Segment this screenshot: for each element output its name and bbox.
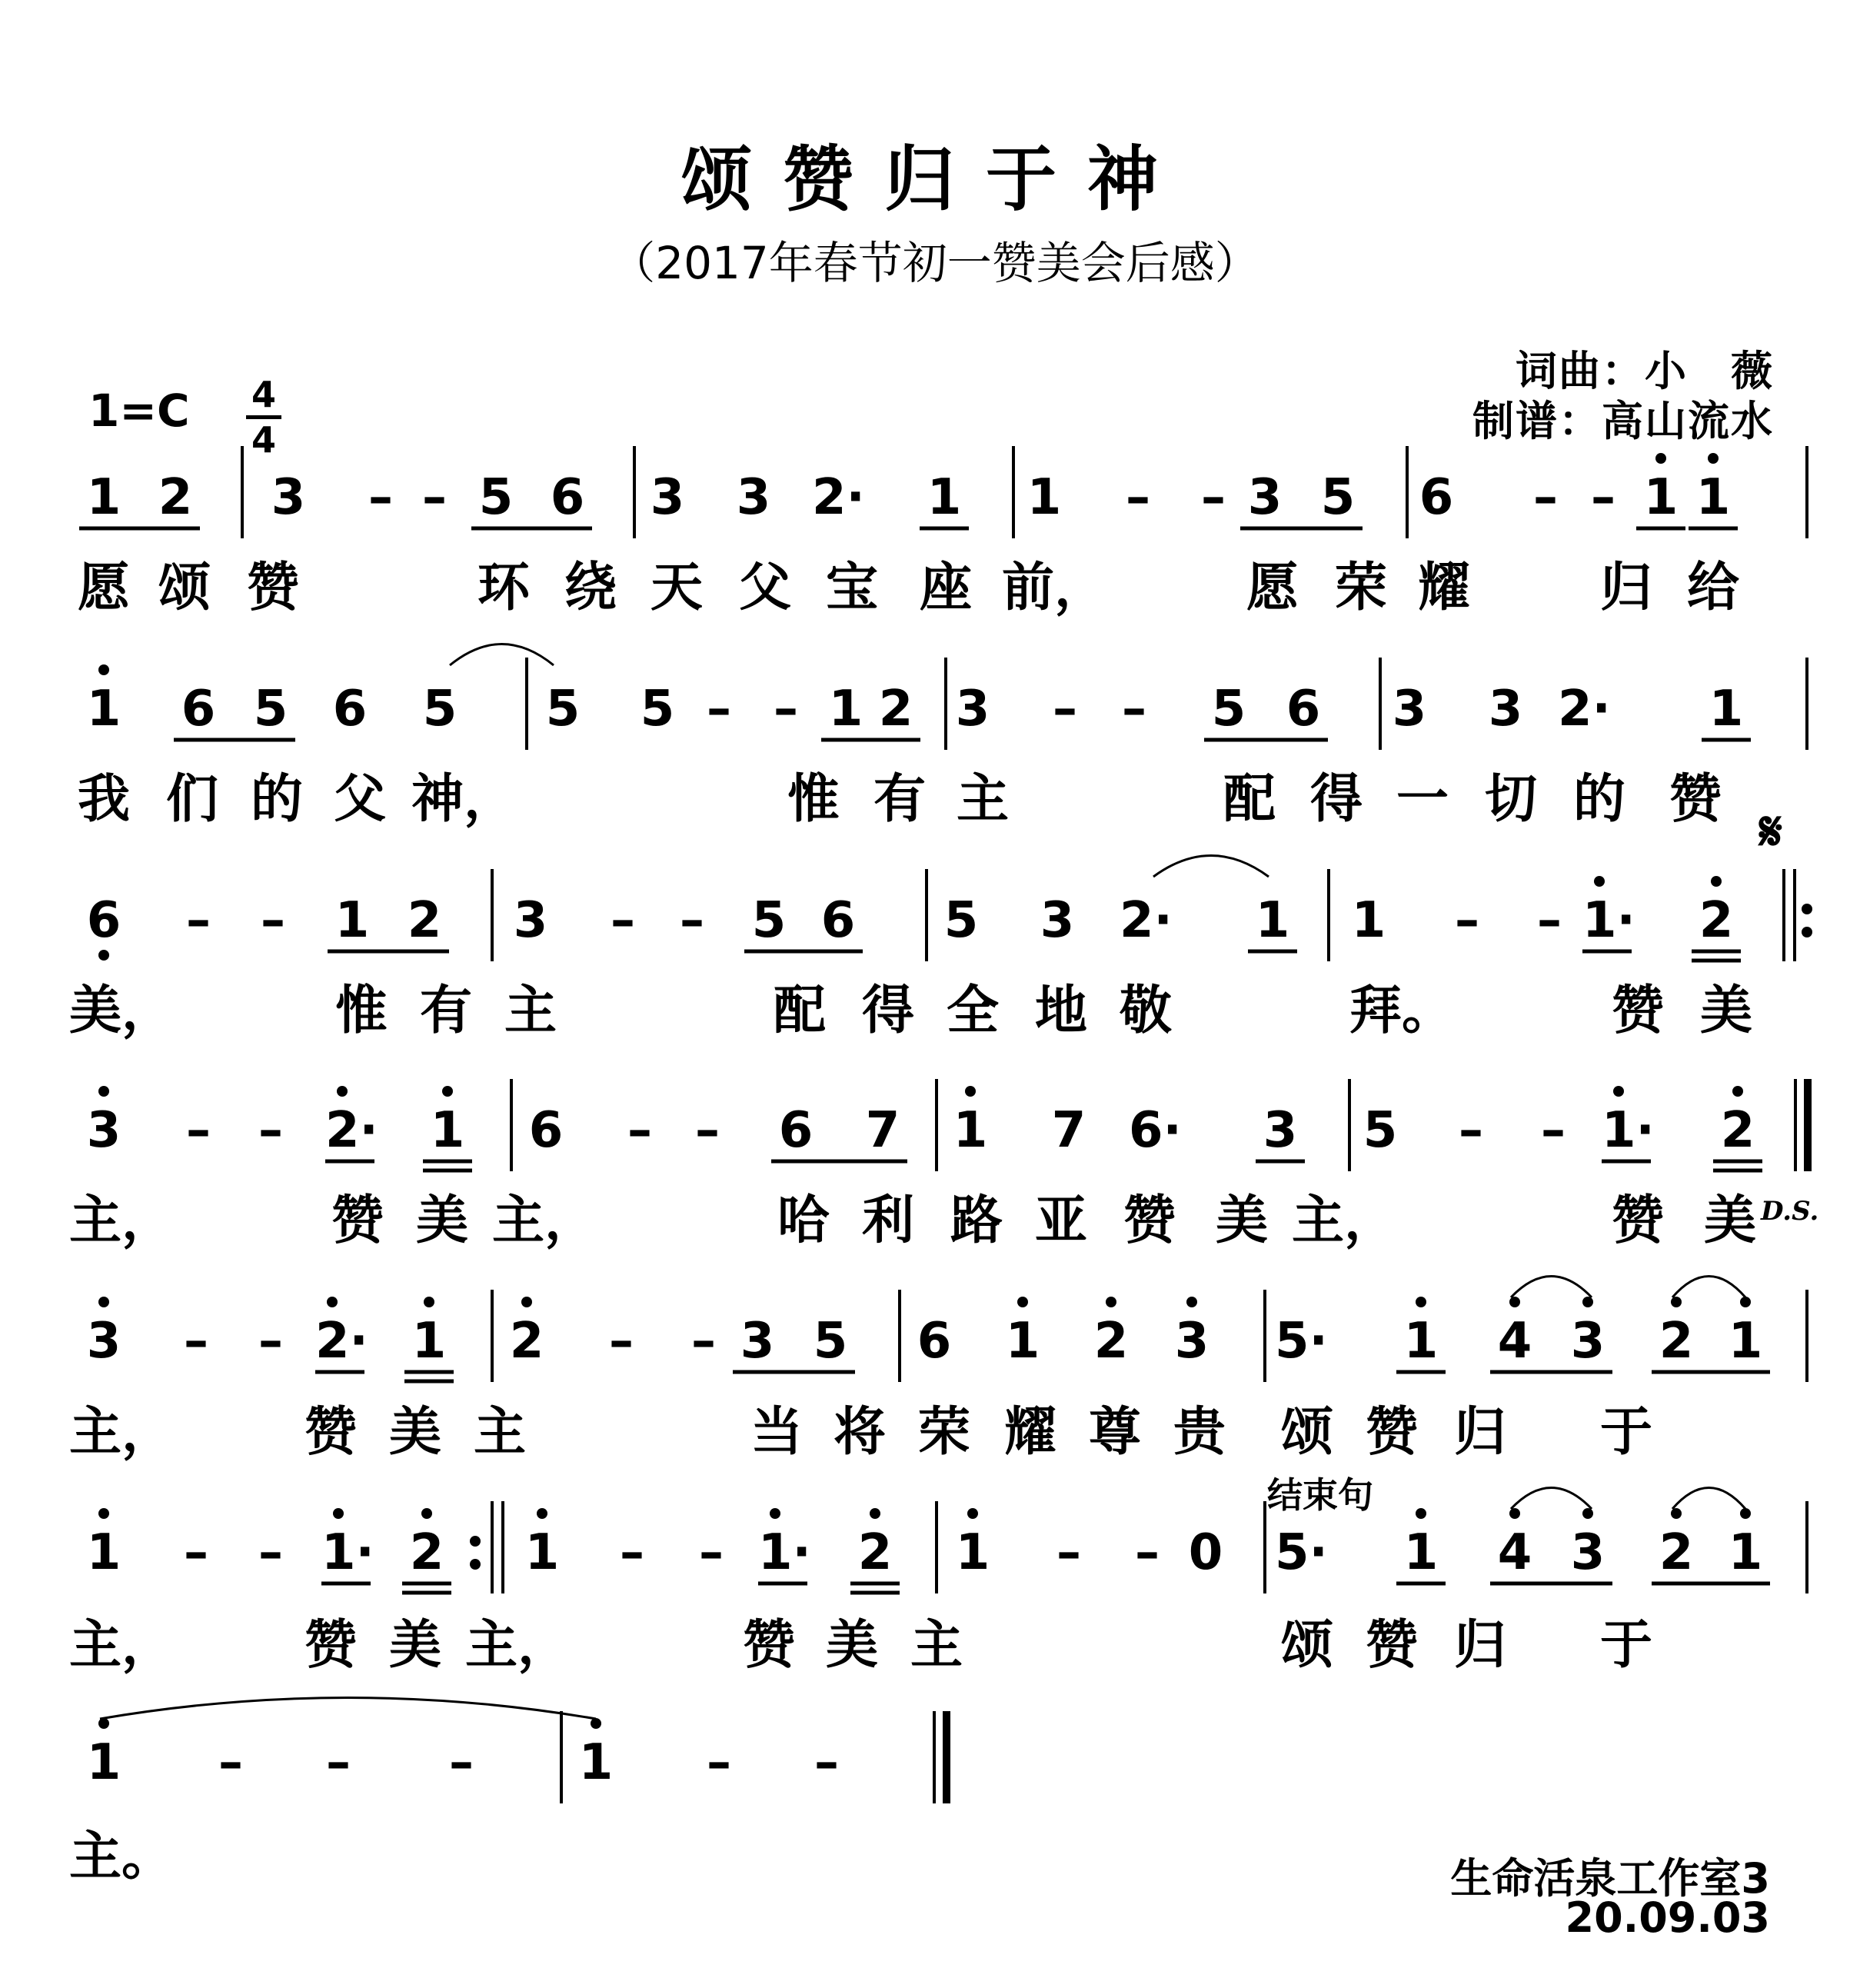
lyric-char: 尊 xyxy=(1088,1402,1141,1463)
footer-studio: 生命活泉工作室3 xyxy=(1450,1854,1770,1903)
high-octave-dot xyxy=(98,1508,109,1519)
lyric-char: 归 xyxy=(1453,1402,1506,1463)
dash-note: – xyxy=(680,892,704,949)
high-octave-dot xyxy=(967,1508,978,1519)
lyric-char: 我 xyxy=(77,769,130,830)
note: 1 xyxy=(1695,469,1731,526)
high-octave-dot xyxy=(1416,1297,1426,1307)
lyric-char: 美 xyxy=(415,1190,468,1251)
high-octave-dot xyxy=(337,1086,348,1097)
lyric-char: 主， xyxy=(465,1615,571,1676)
note: 5 xyxy=(943,892,979,949)
note: 1 xyxy=(411,1313,447,1370)
note: 1 xyxy=(430,1102,465,1159)
note: 1 xyxy=(1643,469,1679,526)
note: 6 xyxy=(332,681,368,738)
repeat-dot xyxy=(470,1536,481,1547)
lyric-char: 主。 xyxy=(69,1826,175,1887)
note: 2 xyxy=(509,1313,544,1370)
lyric-char: 美 xyxy=(388,1615,441,1676)
note: 3 xyxy=(1247,469,1283,526)
note: 1 xyxy=(86,469,121,526)
note: 5· xyxy=(1275,1313,1328,1370)
lyric-char: 颂 xyxy=(1280,1615,1333,1676)
high-octave-dot xyxy=(521,1297,532,1307)
song-title: 颂赞归于神 xyxy=(680,138,1189,221)
note: 3 xyxy=(513,892,548,949)
dash-note: – xyxy=(186,1102,211,1159)
note: 3 xyxy=(740,1313,775,1370)
dash-note: – xyxy=(1459,1102,1483,1159)
note: 2· xyxy=(325,1102,378,1159)
dash-note: – xyxy=(1122,681,1146,738)
song-subtitle: （2017年春节初一赞美会后感） xyxy=(611,237,1259,289)
high-octave-dot xyxy=(1186,1297,1197,1307)
note: 1· xyxy=(1582,892,1635,949)
high-octave-dot xyxy=(442,1086,453,1097)
high-octave-dot xyxy=(965,1086,976,1097)
lyric-char: 归 xyxy=(1453,1615,1506,1676)
note: 6 xyxy=(1286,681,1321,738)
note: 6 xyxy=(1419,469,1454,526)
dash-note: – xyxy=(620,1524,644,1581)
note: 6· xyxy=(1129,1102,1182,1159)
dash-note: – xyxy=(1126,469,1150,526)
lyric-char: 赞 xyxy=(1123,1190,1176,1251)
note: 1· xyxy=(321,1524,374,1581)
note: 3 xyxy=(955,681,990,738)
high-octave-dot xyxy=(1732,1086,1743,1097)
tie-slur xyxy=(1511,1277,1592,1298)
lyric-char: 耀 xyxy=(1003,1402,1056,1463)
lyric-char: 主， xyxy=(69,1190,175,1251)
dash-note: – xyxy=(699,1524,724,1581)
dash-note: – xyxy=(1533,469,1558,526)
note: 6 xyxy=(86,892,121,949)
tie-slur xyxy=(1511,1488,1592,1510)
note: 5· xyxy=(1275,1524,1328,1581)
high-octave-dot xyxy=(1671,1508,1682,1519)
note: 2 xyxy=(409,1524,444,1581)
note: 6 xyxy=(917,1313,952,1370)
lyric-char: 赞 xyxy=(1365,1615,1418,1676)
note: 1 xyxy=(578,1734,614,1791)
note: 6 xyxy=(778,1102,814,1159)
lyric-char: 赞 xyxy=(742,1615,795,1676)
footer-date: 20.09.03 xyxy=(1565,1893,1770,1942)
note: 2 xyxy=(1093,1313,1129,1370)
lyric-char: 神， xyxy=(411,769,517,830)
dash-note: – xyxy=(1135,1524,1160,1581)
note: 3 xyxy=(650,469,685,526)
high-octave-dot xyxy=(424,1297,434,1307)
note: 2· xyxy=(812,469,865,526)
time-signature-top: 4 xyxy=(251,374,276,415)
dash-note: – xyxy=(1591,469,1615,526)
dash-note: – xyxy=(1056,1524,1081,1581)
lyric-char: 惟 xyxy=(334,981,388,1041)
high-octave-dot xyxy=(327,1297,338,1307)
lyric-char: 配 xyxy=(1223,769,1276,830)
lyric-char: 赞 xyxy=(331,1190,384,1251)
note: 3 xyxy=(86,1313,121,1370)
note: 0 xyxy=(1188,1524,1223,1581)
dash-note: – xyxy=(368,469,393,526)
note: 7 xyxy=(865,1102,900,1159)
note: 1 xyxy=(1728,1524,1763,1581)
note: 1 xyxy=(828,681,863,738)
note: 1 xyxy=(1255,892,1290,949)
high-octave-dot xyxy=(1509,1508,1520,1519)
lyric-char: 得 xyxy=(861,981,914,1041)
note: 1 xyxy=(1027,469,1062,526)
lyric-char: 赞 xyxy=(304,1615,357,1676)
dash-note: – xyxy=(609,1313,634,1370)
lyric-char: 们 xyxy=(165,769,218,830)
note: 5 xyxy=(422,681,458,738)
repeat-dot xyxy=(1802,927,1812,937)
note: 5 xyxy=(1363,1102,1398,1159)
notation-credit: 制谱：高山流水 xyxy=(1472,397,1774,445)
note: 1 xyxy=(86,1734,121,1791)
note: 1 xyxy=(1709,681,1744,738)
high-octave-dot xyxy=(1582,1297,1593,1307)
high-octave-dot xyxy=(1708,453,1719,464)
lyric-char: 有 xyxy=(419,981,472,1041)
high-octave-dot xyxy=(1594,876,1605,887)
high-octave-dot xyxy=(98,1297,109,1307)
key-signature: 1=C xyxy=(88,385,190,437)
high-octave-dot xyxy=(591,1718,601,1729)
ending-label: 结束句 xyxy=(1267,1474,1373,1516)
note: 2· xyxy=(1558,681,1611,738)
lyric-char: 赞 xyxy=(1611,1190,1664,1251)
lyric-char: 于 xyxy=(1599,1402,1652,1463)
lyric-char: 给 xyxy=(1686,558,1739,618)
lyric-char: 贵 xyxy=(1173,1402,1226,1463)
note: 2 xyxy=(1720,1102,1755,1159)
note: 3 xyxy=(1040,892,1075,949)
lyric-char: 赞 xyxy=(1365,1402,1418,1463)
high-octave-dot xyxy=(1671,1297,1682,1307)
high-octave-dot xyxy=(98,664,109,675)
dash-note: – xyxy=(326,1734,351,1791)
high-octave-dot xyxy=(421,1508,432,1519)
dash-note: – xyxy=(449,1734,474,1791)
note: 1 xyxy=(1403,1313,1439,1370)
dash-note: – xyxy=(258,1313,283,1370)
dash-note: – xyxy=(707,681,731,738)
note: 2 xyxy=(857,1524,893,1581)
lyric-char: 美， xyxy=(69,981,175,1041)
lyric-char: 赞 xyxy=(1669,769,1722,830)
high-octave-dot xyxy=(1582,1508,1593,1519)
dash-note: – xyxy=(611,892,635,949)
lyric-char: 绕 xyxy=(564,558,617,618)
high-octave-dot xyxy=(1416,1508,1426,1519)
note: 2 xyxy=(158,469,193,526)
high-octave-dot xyxy=(1740,1508,1751,1519)
lyric-char: 主， xyxy=(1292,1190,1397,1251)
note: 5 xyxy=(751,892,787,949)
high-octave-dot xyxy=(1613,1086,1624,1097)
tie-slur xyxy=(100,1698,596,1720)
high-octave-dot xyxy=(1017,1297,1028,1307)
lyric-char: 利 xyxy=(861,1190,914,1251)
note: 1 xyxy=(524,1524,560,1581)
lyric-char: 美 xyxy=(388,1402,441,1463)
dash-note: – xyxy=(1541,1102,1566,1159)
dash-note: – xyxy=(1455,892,1479,949)
lyric-char: 归 xyxy=(1599,558,1652,618)
note: 6 xyxy=(181,681,216,738)
note: 4 xyxy=(1497,1524,1532,1581)
note: 6 xyxy=(550,469,585,526)
ds-mark: D.S. xyxy=(1761,1196,1819,1227)
high-octave-dot xyxy=(770,1508,780,1519)
note: 1 xyxy=(1403,1524,1439,1581)
note: 3 xyxy=(86,1102,121,1159)
tie-slur xyxy=(1153,856,1269,877)
high-octave-dot xyxy=(1106,1297,1116,1307)
lyric-char: 赞 xyxy=(1611,981,1664,1041)
note: 2 xyxy=(1699,892,1734,949)
note: 4 xyxy=(1497,1313,1532,1370)
lyric-char: 父 xyxy=(738,558,791,618)
note: 3 xyxy=(1263,1102,1298,1159)
lyric-char: 美 xyxy=(1699,981,1752,1041)
lyric-char: 的 xyxy=(1572,769,1625,830)
lyric-char: 主， xyxy=(69,1402,175,1463)
note: 1· xyxy=(1602,1102,1655,1159)
lyric-char: 座 xyxy=(919,558,972,618)
lyric-char: 哈 xyxy=(777,1190,830,1251)
tie-slur xyxy=(450,644,554,666)
note: 3 xyxy=(1570,1313,1605,1370)
high-octave-dot xyxy=(537,1508,547,1519)
lyric-char: 路 xyxy=(950,1190,1003,1251)
note: 6 xyxy=(528,1102,564,1159)
note: 2 xyxy=(1659,1524,1694,1581)
lyric-char: 全 xyxy=(946,981,999,1041)
note: 2 xyxy=(878,681,913,738)
note: 1· xyxy=(758,1524,811,1581)
note: 3 xyxy=(271,469,306,526)
segno-mark: 𝄋 xyxy=(1759,800,1783,863)
repeat-dot xyxy=(1802,904,1812,914)
dash-note: – xyxy=(258,1524,283,1581)
lyric-char: 荣 xyxy=(917,1402,970,1463)
repeat-dot xyxy=(470,1559,481,1570)
dash-note: – xyxy=(184,1524,208,1581)
dash-note: – xyxy=(695,1102,720,1159)
note: 1 xyxy=(953,1102,988,1159)
tie-slur xyxy=(1672,1488,1745,1510)
dash-note: – xyxy=(1201,469,1226,526)
tie-slur xyxy=(1672,1277,1745,1298)
dash-note: – xyxy=(258,1102,283,1159)
lyric-char: 颂 xyxy=(158,558,211,618)
lyric-char: 美 xyxy=(1215,1190,1268,1251)
note: 5 xyxy=(545,681,581,738)
dash-note: – xyxy=(186,892,211,949)
lyric-char: 颂 xyxy=(1280,1402,1333,1463)
note: 1 xyxy=(927,469,962,526)
lyric-char: 亚 xyxy=(1034,1190,1087,1251)
note: 2 xyxy=(407,892,442,949)
note: 3 xyxy=(1174,1313,1210,1370)
dash-note: – xyxy=(1053,681,1077,738)
lyric-char: 于 xyxy=(1599,1615,1652,1676)
note: 2 xyxy=(1659,1313,1694,1370)
note: 3 xyxy=(736,469,771,526)
note: 3 xyxy=(1488,681,1523,738)
lyric-char: 主， xyxy=(69,1615,175,1676)
dash-note: – xyxy=(707,1734,731,1791)
lyric-char: 拜。 xyxy=(1349,981,1455,1041)
note: 1 xyxy=(86,1524,121,1581)
lyric-char: 配 xyxy=(773,981,826,1041)
note: 5 xyxy=(640,681,675,738)
dash-note: – xyxy=(184,1313,208,1370)
lyric-char: 天 xyxy=(650,558,703,618)
high-octave-dot xyxy=(870,1508,880,1519)
lyric-char: 得 xyxy=(1309,769,1363,830)
dash-note: – xyxy=(261,892,285,949)
dash-note: – xyxy=(774,681,798,738)
high-octave-dot xyxy=(1740,1297,1751,1307)
low-octave-dot xyxy=(98,950,109,961)
lyric-char: 前， xyxy=(1002,558,1107,618)
high-octave-dot xyxy=(1655,453,1666,464)
note: 5 xyxy=(1211,681,1246,738)
note: 2· xyxy=(315,1313,368,1370)
note: 7 xyxy=(1051,1102,1086,1159)
lyric-char: 环 xyxy=(477,558,530,618)
lyric-char: 耀 xyxy=(1417,558,1470,618)
note: 5 xyxy=(253,681,288,738)
note: 1 xyxy=(955,1524,990,1581)
dash-note: – xyxy=(691,1313,716,1370)
lyric-char: 主 xyxy=(473,1402,526,1463)
lyric-char: 敬 xyxy=(1119,981,1172,1041)
lyric-char: 赞 xyxy=(304,1402,357,1463)
note: 3 xyxy=(1392,681,1427,738)
lyric-char: 赞 xyxy=(246,558,299,618)
note: 5 xyxy=(478,469,514,526)
lyric-char: 一 xyxy=(1396,769,1449,830)
dash-note: – xyxy=(218,1734,243,1791)
note: 1 xyxy=(1351,892,1386,949)
note: 3 xyxy=(1570,1524,1605,1581)
lyric-char: 荣 xyxy=(1334,558,1387,618)
note: 1 xyxy=(1005,1313,1040,1370)
lyric-char: 主 xyxy=(504,981,557,1041)
lyric-char: 将 xyxy=(833,1402,886,1463)
note: 1 xyxy=(334,892,370,949)
lyric-char: 愿 xyxy=(1246,558,1299,618)
dash-note: – xyxy=(422,469,447,526)
dash-note: – xyxy=(1537,892,1562,949)
time-signature-bottom: 4 xyxy=(251,419,276,461)
note: 2· xyxy=(1120,892,1173,949)
lyric-char: 切 xyxy=(1484,769,1537,830)
high-octave-dot xyxy=(333,1508,344,1519)
lyrics-music-credit: 词曲：小 薇 xyxy=(1516,347,1774,395)
lyric-char: 主， xyxy=(492,1190,597,1251)
high-octave-dot xyxy=(1509,1297,1520,1307)
dash-note: – xyxy=(627,1102,652,1159)
lyric-char: 惟 xyxy=(787,769,840,830)
note: 6 xyxy=(820,892,856,949)
note: 5 xyxy=(1320,469,1356,526)
dash-note: – xyxy=(814,1734,839,1791)
lyric-char: 当 xyxy=(750,1402,803,1463)
lyric-char: 美 xyxy=(1703,1190,1756,1251)
high-octave-dot xyxy=(1711,876,1722,887)
note: 5 xyxy=(813,1313,848,1370)
lyric-char: 主 xyxy=(910,1615,963,1676)
note: 1 xyxy=(86,681,121,738)
lyric-char: 宝 xyxy=(825,558,878,618)
lyric-char: 主 xyxy=(956,769,1009,830)
high-octave-dot xyxy=(98,1086,109,1097)
lyric-char: 愿 xyxy=(77,558,130,618)
lyric-char: 美 xyxy=(825,1615,878,1676)
lyric-char: 父 xyxy=(333,769,386,830)
note: 1 xyxy=(1728,1313,1763,1370)
lyric-char: 有 xyxy=(873,769,926,830)
lyric-char: 的 xyxy=(250,769,303,830)
high-octave-dot xyxy=(98,1718,109,1729)
lyric-char: 地 xyxy=(1034,981,1087,1041)
